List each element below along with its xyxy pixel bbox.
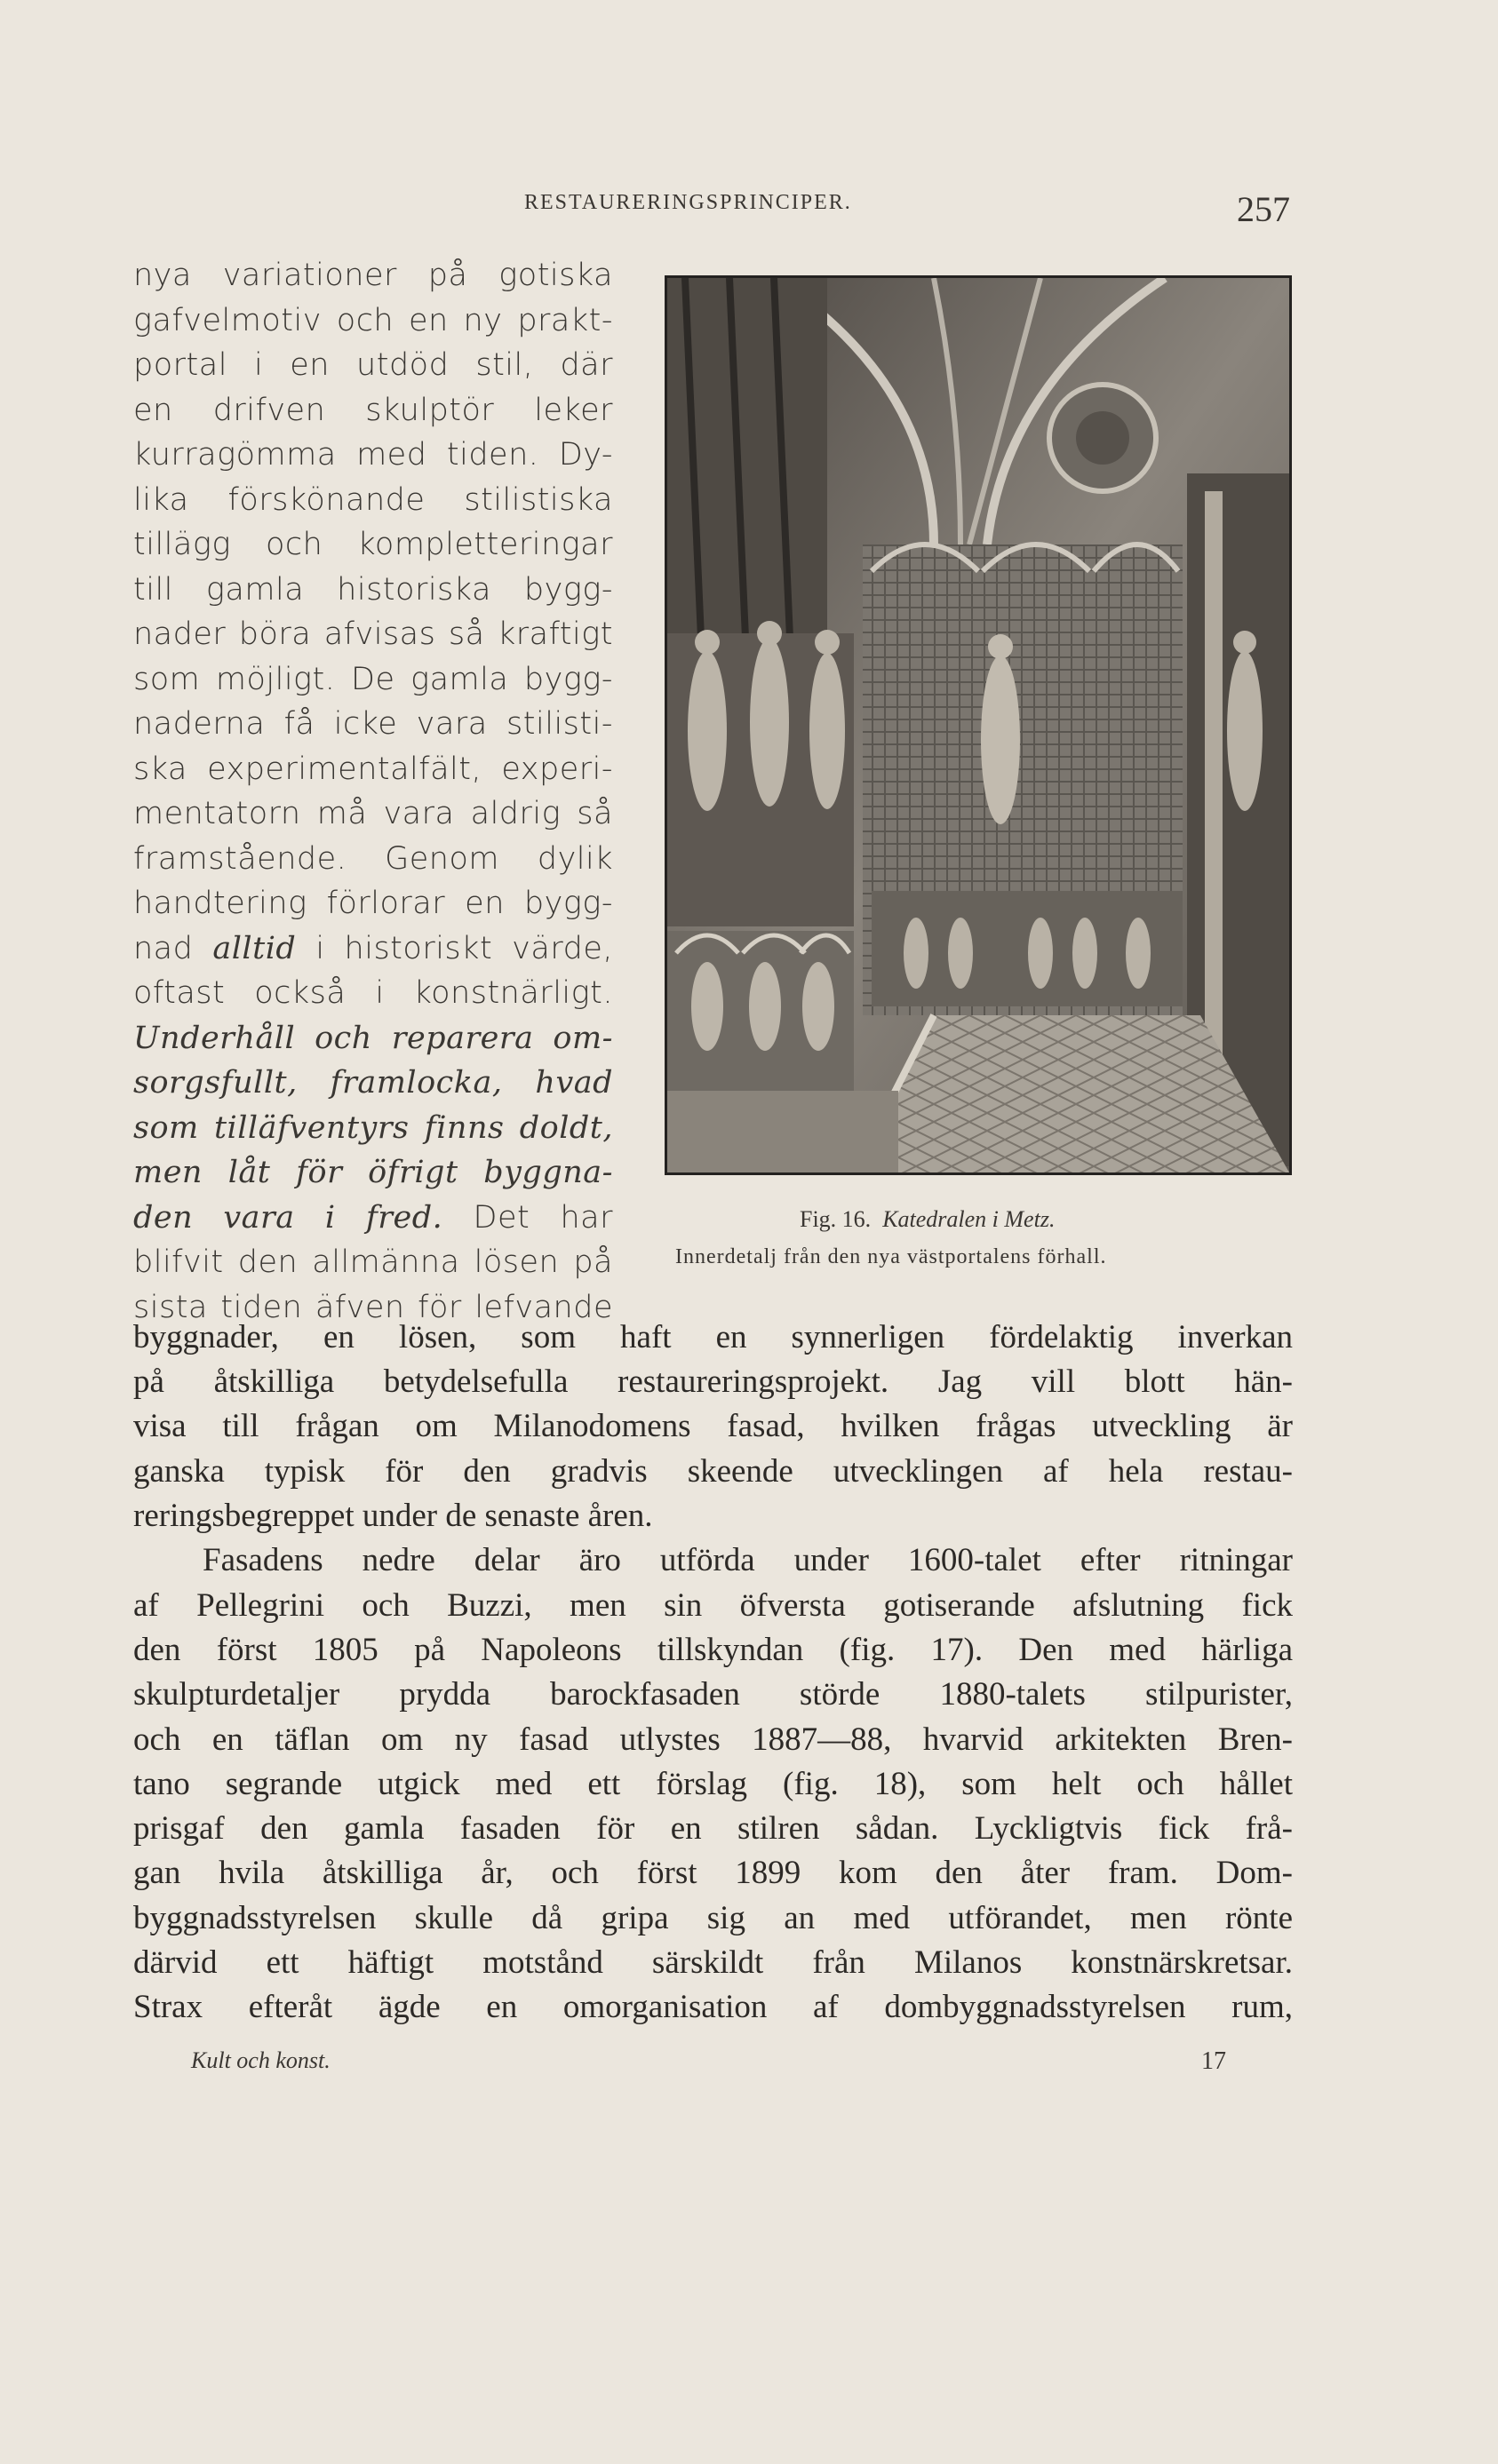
italic-run: alltid (212, 930, 297, 966)
body-line: ganska typisk för den gradvis skeende utvecklingen af hela restau- (133, 1452, 1293, 1490)
text-run: i historiskt värde, (315, 930, 613, 966)
text-line: lika förskönande stilistiska (133, 481, 613, 518)
body-line: af Pellegrini och Buzzi, men sin öfversta gotiserande afslutning fick (133, 1586, 1293, 1624)
body-line: reringsbegreppet under de senaste åren. (133, 1498, 653, 1535)
body-line: den först 1805 på Napoleons tillskyndan (fig. 17). Den med härliga (133, 1631, 1293, 1668)
text-line: oftast också i konstnärligt. (133, 975, 613, 1011)
text-line: framstående. Genom dylik (133, 840, 613, 877)
body-text (133, 1181, 1293, 2031)
italic-run: sorgsfullt, framlocka, hvad (133, 1065, 613, 1101)
italic-run: men låt för öfrigt byggna- (133, 1155, 613, 1190)
body-line: Fasadens nedre delar äro utförda under 1600-talet efter ritningar (203, 1542, 1293, 1579)
body-line: skulpturdetaljer prydda barockfasaden störde 1880-talets stilpurister, (133, 1676, 1293, 1713)
text-line: portal i en utdöd stil, där (133, 347, 613, 383)
body-line: prisgaf den gamla fasaden för en stilren sådan. Lyckligtvis fick frå- (133, 1810, 1293, 1848)
italic-line (133, 1061, 613, 1106)
body-line: på åtskilliga betydelsefulla restaureringsprojekt. Jag vill blott hän- (133, 1363, 1293, 1401)
italic-run: som tilläfventyrs finns doldt, (133, 1109, 613, 1146)
italic-run: Underhåll och reparera om- (133, 1020, 613, 1056)
text-run: Det har (473, 1199, 613, 1236)
italic-run: den vara i fred. (133, 1199, 443, 1236)
page-number: 257 (1237, 189, 1290, 229)
body-line: gan hvila åtskilliga år, och först 1899 kom den åter fram. Dom- (133, 1855, 1293, 1892)
text-line-mixed (133, 926, 613, 972)
running-title: RESTAURERINGSPRINCIPER. (524, 191, 852, 214)
text-line: nya variationer på gotiska (133, 258, 613, 293)
text-line: mentatorn må vara aldrig så (133, 796, 613, 831)
cathedral-portal-illustration (667, 278, 1289, 1172)
body-line: tano segrande utgick med ett förslag (fig. 18), som helt och hållet (133, 1765, 1293, 1802)
text-line: handtering förlorar en bygg- (133, 886, 613, 921)
text-run: nad (133, 930, 194, 966)
footer-signature: Kult och konst. (191, 2047, 331, 2073)
text-line: blifvit den allmänna lösen på (133, 1244, 613, 1280)
body-line: visa till frågan om Milanodomens fasad, hvilken frågas utveckling är (133, 1408, 1293, 1445)
text-line: en drifven skulptör leker (133, 392, 613, 428)
text-line: gafvelmotiv och en ny prakt- (133, 302, 613, 338)
italic-line (133, 1016, 613, 1061)
text-line: som möjligt. De gamla bygg- (133, 661, 613, 697)
body-line: byggnadsstyrelsen skulle då gripa sig an med utförandet, men rönte (133, 1899, 1293, 1936)
figure-title: Katedralen i Metz. (882, 1206, 1056, 1232)
text-line: tillägg och kompletteringar (133, 527, 613, 562)
body-line: byggnader, en lösen, som haft en synnerligen fördelaktig inverkan (133, 1318, 1293, 1355)
body-line: därvid ett häftigt motstånd särskildt från Milanos konstnärskretsar. (133, 1944, 1293, 1982)
text-line: sista tiden äfven för lefvande (133, 1289, 613, 1325)
text-line: nader böra afvisas så kraftigt (133, 616, 613, 652)
italic-line (133, 1106, 613, 1151)
figure-caption-description: Innerdetalj från den nya västportalens förhall. (675, 1245, 1107, 1268)
text-line: naderna få icke vara stilisti- (133, 706, 613, 742)
narrow-text-column (133, 253, 613, 1330)
text-line: ska experimentalfält, experi- (133, 751, 613, 787)
footer-sheet-number: 17 (1201, 2047, 1226, 2075)
body-line: Strax efteråt ägde en omorganisation af dombyggnadsstyrelsen rum, (133, 1989, 1293, 2026)
figure-label: Fig. 16. (800, 1206, 872, 1232)
figure-photo (665, 275, 1292, 1175)
text-line: till gamla historiska bygg- (133, 571, 613, 608)
body-line: och en täflan om ny fasad utlystes 1887—88, hvarvid arkitekten Bren- (133, 1721, 1293, 1758)
text-line: kurragömma med tiden. Dy- (133, 437, 613, 473)
